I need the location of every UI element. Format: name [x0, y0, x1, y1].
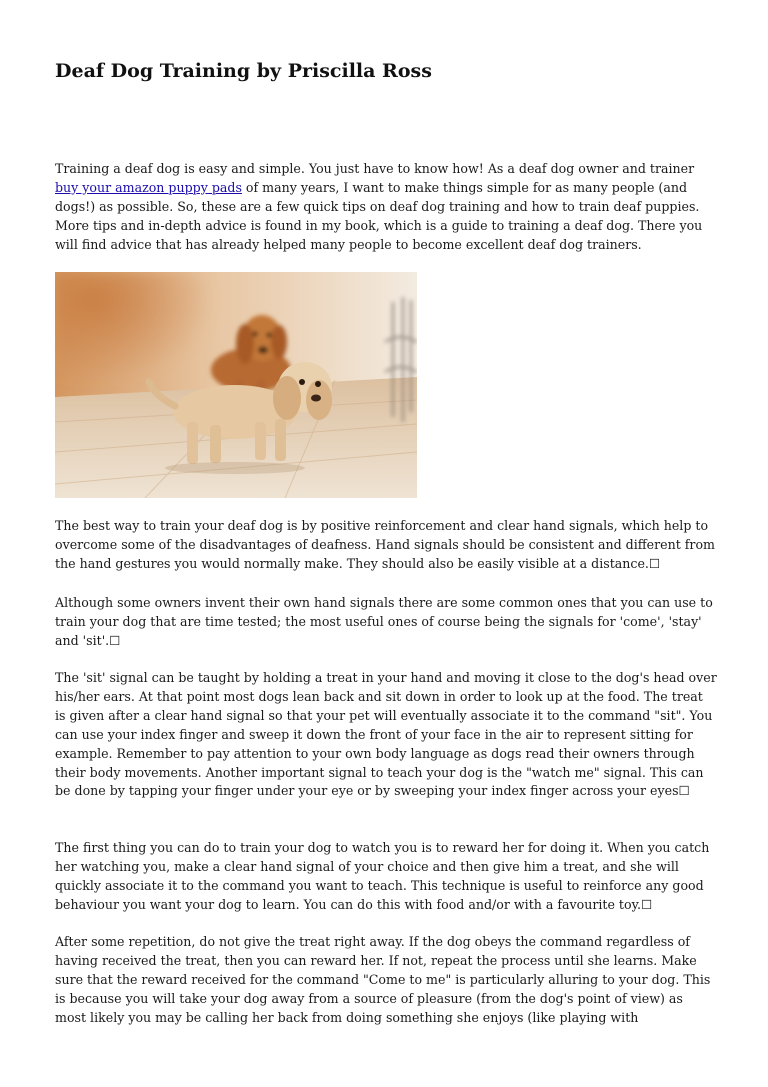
paragraph-sit-signal: The 'sit' signal can be taught by holding a treat in your hand and moving it close to the dog's head over his/her ears. At that point most dogs lean back and sit down in order to look up at the food. The treat is given after a clear hand signal so that your pet will eventually associate it to the command "sit". You can use your index finger and sweep it down the front of your face in the air to represent sitting for example. Remember to pay attention to your own body language as dogs read their owners through their body movements. Another important signal to teach your dog is the "watch me" signal. This can be done by tapping your finger under your eye or by sweeping your index finger across your eyes☐: [55, 670, 717, 799]
amazon-puppy-pads-link[interactable]: buy your amazon puppy pads: [55, 179, 242, 195]
paragraph-common-signals: Although some owners invent their own hand signals there are some common ones that you can use to train your dog that are time tested; the most useful ones of course being the signals for 'come', 'stay' and 'sit'.☐: [55, 595, 713, 648]
intro-text-after-link: of many years, I want to make things simple for as many people (and dogs!) as possible. So, these are a few quick tips on deaf dog training and how to train deaf puppies. More tips and in-depth advice is found in my book, which is a guide to training a deaf dog. There you will find advice that has already helped many people to become excellent deaf dog trainers.: [55, 179, 703, 252]
paragraph-watch-you: The first thing you can do to train your dog to watch you is to reward her for doing it. When you catch her watching you, make a clear hand signal of your choice and then give him a treat, and she will quickly associate it to the command you want to teach. This technique is useful to reinforce any good behaviour you want your dog to learn. You can do this with food and/or with a favourite toy.☐: [55, 840, 710, 912]
paragraph-hand-signals: The best way to train your deaf dog is by positive reinforcement and clear hand signals, which help to overcome some of the disadvantages of deafness. Hand signals should be consistent and different from the hand gestures you would normally make. They should also be easily visible at a distance.☐: [55, 518, 715, 571]
puppies-photo: [55, 272, 417, 498]
page-title: Deaf Dog Training by Priscilla Ross: [55, 60, 432, 82]
paragraph-repetition: After some repetition, do not give the treat right away. If the dog obeys the command regardless of having received the treat, then you can reward her. If not, repeat the process until she learns. Make sure that the reward received for the command "Come to me" is particularly alluring to your dog. This is because you will take your dog away from a source of pleasure (from the dog's point of view) as most likely you may be calling her back from doing something she enjoys (like playing with: [55, 934, 711, 1025]
intro-text-before-link: Training a deaf dog is easy and simple. You just have to know how! As a deaf dog owner and trainer: [55, 161, 695, 176]
intro-paragraph: [55, 160, 717, 255]
